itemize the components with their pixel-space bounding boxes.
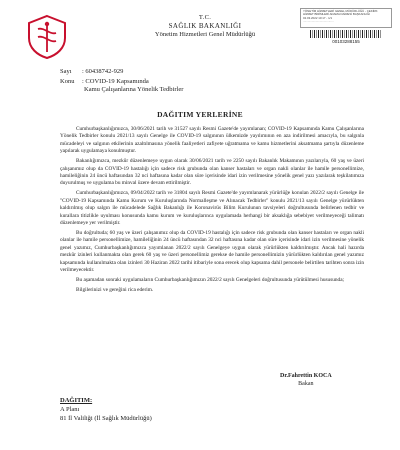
signature-block — [280, 372, 332, 388]
tc-label: T.C. — [198, 14, 212, 21]
konu-value-line-2: Kamu Çalışanlarına Yönelik Tedbirler — [84, 86, 184, 93]
e-signature-box — [300, 8, 392, 28]
paragraph: Bakanlığımızca, mezkûr düzenlemeye uygun olarak 30/06/2021 tarih ve 2250 sayılı Bakanlık Makamının yazılarıyla, 60 yaş ve üzeri çalışanımız olup da COVID-19 hastalığı için sadece risk grubunda olan kanser hastaları ve organ nakli olanlar ile hamile personellimize, hamileliğinin 24 üncü haftasından 32 nci haftasına kadar olan süre içerisinde idari izin verilmesine yönelik genel yazı yazılarak teşkilatımıza duyurulmuş ve uygulama bu minval üzere devam ettirilmiştir. — [60, 158, 364, 187]
paragraph: Cumhurbaşkanlığımızca, 09/04/2022 tarih ve 31804 sayılı Resmi Gazete'de yayımlanarak yürürlüğe konulan 2022/2 sayılı Genelge ile "COVID-19 Kapsamında Kamu Kurum ve Kuruluşlarında Normalleşme ve Alınacak Tedbirler" konulu 2021/13 sayılı Genelge yürürlükten kaldırılmış olup salgın ile mücadelede Sağlık Bakanlığı ile Koronavirüs Bilim Kurulunun tavsiyeleri doğrultusunda belirlenen tedbir ve kurallara titizlikle uyulması konusunda kamu kurum ve kuruluşlarınca uygulamada herhangi bir aksaklığa sebebiyet verilmeyeceği talimatı düzenlemeye yer verilmiştir. — [60, 190, 364, 227]
distribution-line: 81 İl Valiliği (İl Sağlık Müdürlüğü) — [60, 415, 152, 422]
barcode-number: 00103288155 — [332, 39, 360, 44]
paragraph: Bu aşamadan sonraki uygulamaların Cumhurbaşkanlığımızın 2022/2 sayılı Genelgeleri doğrultusunda yürütülmesi hususunda; — [76, 277, 345, 284]
letterhead — [120, 14, 290, 39]
paragraph: Bilgilerinizi ve gereğini rica ederim. — [76, 287, 154, 294]
konu-label: Konu — [60, 78, 75, 85]
meta-konu — [60, 78, 149, 86]
document-title: DAĞITIM YERLERİNE — [157, 110, 243, 119]
distribution-block — [60, 396, 152, 423]
distribution-line: A Planı — [60, 406, 80, 413]
meta-sayi — [60, 68, 123, 76]
ministry-emblem-icon — [24, 14, 70, 60]
department-name: Yönetim Hizmetleri Genel Müdürlüğü — [154, 31, 256, 38]
sayi-value: : 60438742-929 — [82, 68, 124, 75]
esign-line-2: HİZMET BİRİMLERİ ADAMA DAİRESİ BAŞKANLIĞI — [303, 12, 371, 17]
esign-line-4: ...................................... — [303, 18, 334, 23]
paragraph: Cumhurbaşkanlığımızca, 30/06/2021 tarih ve 31527 sayılı Resmi Gazete'de yayımlanan; COVID-19 Kapsamında Kamu Çalışanlarına Yönelik Tedbirler konulu 2021/13 sayılı Genelge ile COVID-19 salgınının ülkemizde yayılımının en aza indirilmesi amacıyla, bu salgınla mücadeleyi ve salgının etkilerinin azaltılmasına yönelik faaliyetleri zafiyete uğratmama ve kamu hizmetlerini aksatmama şartıyla düzenleme yapılarak uygulamaya konulmuştur. — [60, 126, 364, 155]
konu-value: : COVID-19 Kapsamında — [82, 78, 149, 85]
document-body — [60, 126, 364, 297]
esign-line-3: 02.03.2022 10:17 - 1/1 — [303, 15, 333, 20]
distribution-label: DAĞITIM: — [60, 397, 93, 404]
ministry-name: SAĞLIK BAKANLIĞI — [168, 22, 242, 30]
esign-line-1: YÖNETİM HİZMETLERİ GENEL MÜDÜRLÜĞÜ - ÇEKİRK — [303, 9, 378, 13]
barcode-icon — [310, 30, 382, 38]
signer-name: Dr.Fahrettin KOCA — [280, 373, 332, 379]
sayi-label: Sayı — [60, 68, 72, 75]
paragraph: Bu doğrultuda; 60 yaş ve üzeri çalışanımız olup da COVID-19 hastalığı için sadece risk grubunda olan kanser hastaları ve organ nakli olanlar ile hamile personellimize, hamileliğinin 24 üncü haftasından 32 nci haftasına kadar olan süre içerisinde idari izin verilmesine yönelik genel yazımız, Cumhurbaşkanlığımızca yayımlanan 2022/2 sayılı Genelgeye uygun olarak yürürlükten kaldırılmıştır. Ancak hali hazırda mezkûr izinleri kullanmakta olan gerek 60 yaş ve üzeri personellimiz gerekse de hamile personellimizin yürürlükten kaldırılan genel yazımız kapsamında kullanılmakta olan izinleri 30 Haziran 2022 tarihi itibariyle sona erecek olup kapsama dahil personele belirtilen tarihten sonra izin verilmeyecektir. — [60, 230, 364, 274]
signer-title: Bakan — [298, 381, 314, 387]
